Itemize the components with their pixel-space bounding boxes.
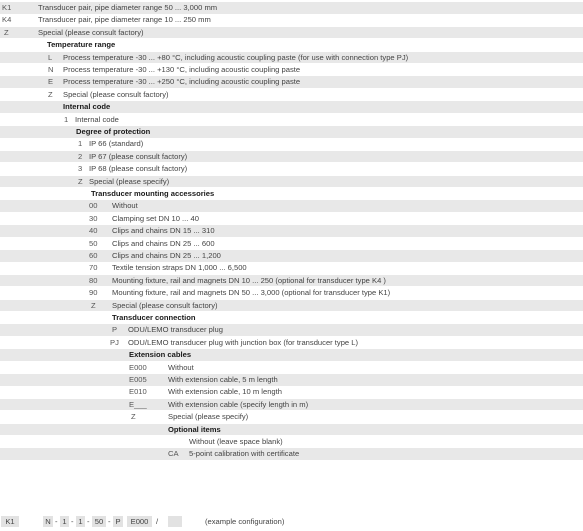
- option-description: Mounting fixture, rail and magnets DN 10 ... 250 (optional for transducer type K4 ): [112, 275, 386, 285]
- code-row: [0, 213, 583, 225]
- option-code: E010: [129, 387, 147, 397]
- code-row: [0, 238, 583, 250]
- option-description: Mounting fixture, rail and magnets DN 50 ... 3,000 (optional for transducer type K1): [112, 288, 391, 298]
- option-description: ODU/LEMO transducer plug with junction box (for transducer type L): [128, 337, 359, 347]
- option-description: Clips and chains DN 15 ... 310: [112, 226, 215, 236]
- example-code-blank: [168, 516, 182, 527]
- option-code: 1: [78, 139, 83, 149]
- section-heading: [0, 349, 583, 361]
- option-description: Special (please consult factory): [63, 89, 169, 99]
- option-code: 2: [78, 151, 83, 161]
- code-row: [0, 436, 583, 448]
- section-heading: [0, 312, 583, 324]
- option-code: PJ: [110, 337, 119, 347]
- option-description: With extension cable, 10 m length: [168, 387, 282, 397]
- option-description: ODU/LEMO transducer plug: [128, 325, 223, 335]
- option-description: Process temperature -30 ... +130 °C, including acoustic coupling paste: [63, 65, 301, 74]
- option-code: Z: [4, 27, 9, 37]
- section-heading: [0, 188, 583, 200]
- option-description: Process temperature -30 ... +250 °C, including acoustic coupling paste: [63, 77, 301, 87]
- option-code: 80: [89, 275, 98, 285]
- option-description: 5-point calibration with certificate: [189, 449, 300, 459]
- option-description: Special (please consult factory): [112, 300, 218, 310]
- option-code: 00: [89, 201, 98, 211]
- section-title: Temperature range: [47, 40, 116, 50]
- code-row: [0, 163, 583, 175]
- option-description: Special (please consult factory): [38, 27, 144, 37]
- option-code: Z: [78, 176, 83, 186]
- code-row: [0, 89, 583, 101]
- section-title: Transducer connection: [112, 313, 196, 322]
- code-row: [0, 275, 583, 287]
- example-code-50: 50: [92, 516, 106, 527]
- option-code: K4: [2, 15, 12, 25]
- option-code: E___: [129, 399, 147, 409]
- example-configuration: [0, 516, 583, 528]
- option-description: With extension cable (specify length in m): [168, 399, 309, 409]
- code-row: [0, 14, 583, 26]
- example-caption: (example configuration): [205, 517, 285, 526]
- code-row: [0, 138, 583, 150]
- option-code: 40: [89, 226, 98, 236]
- code-row: [0, 2, 583, 14]
- option-description: With extension cable, 5 m length: [168, 375, 278, 384]
- code-row: [0, 151, 583, 163]
- option-code: E: [48, 77, 54, 87]
- option-description: Internal code: [75, 114, 119, 124]
- option-description: Special (please specify): [168, 412, 249, 422]
- section-heading: [0, 126, 583, 138]
- code-row: [0, 114, 583, 126]
- code-row: [0, 362, 583, 374]
- section-title: Extension cables: [129, 350, 192, 360]
- option-code: E000: [129, 362, 147, 372]
- option-code: Z: [131, 412, 136, 422]
- section-title: Internal code: [63, 102, 111, 112]
- example-separator: -: [55, 517, 58, 526]
- option-description: IP 66 (standard): [89, 139, 144, 149]
- example-code-k1: K1: [1, 516, 19, 527]
- code-row: [0, 76, 583, 88]
- option-code: N: [48, 65, 54, 74]
- example-code-p: P: [113, 516, 123, 527]
- section-title: Transducer mounting accessories: [91, 189, 215, 198]
- option-description: Special (please specify): [89, 176, 170, 186]
- option-code: E005: [129, 375, 147, 384]
- option-description: Without (leave space blank): [189, 437, 283, 446]
- code-row: [0, 374, 583, 386]
- option-code: L: [48, 52, 53, 62]
- code-row: [0, 287, 583, 299]
- option-description: IP 68 (please consult factory): [89, 164, 188, 174]
- section-title: Degree of protection: [76, 127, 151, 136]
- option-description: Clips and chains DN 25 ... 600: [112, 238, 215, 248]
- code-row: [0, 64, 583, 76]
- option-description: Clips and chains DN 25 ... 1,200: [112, 251, 221, 260]
- option-code: 50: [89, 238, 98, 248]
- code-row: [0, 411, 583, 423]
- example-separator: -: [108, 517, 111, 526]
- code-row: [0, 262, 583, 274]
- example-code-e000: E000: [127, 516, 152, 527]
- option-code: Z: [48, 89, 53, 99]
- option-description: Process temperature -30 ... +80 °C, including acoustic coupling paste (for use with connection type PJ): [63, 52, 409, 62]
- option-description: Transducer pair, pipe diameter range 10 ... 250 mm: [38, 15, 211, 25]
- example-code-1b: 1: [76, 516, 85, 527]
- option-description: Transducer pair, pipe diameter range 50 ... 3,000 mm: [38, 3, 218, 12]
- option-code: P: [112, 325, 118, 335]
- option-code: 90: [89, 288, 98, 298]
- option-code: 60: [89, 251, 98, 260]
- option-description: Clamping set DN 10 ... 40: [112, 213, 199, 223]
- code-row: [0, 337, 583, 349]
- option-description: IP 67 (please consult factory): [89, 151, 188, 161]
- option-description: Textile tension straps DN 1,000 ... 6,500: [112, 263, 247, 273]
- option-code: 3: [78, 164, 83, 174]
- example-separator: -: [71, 517, 74, 526]
- option-description: Without: [168, 362, 194, 372]
- section-heading: [0, 39, 583, 51]
- option-code: 1: [64, 114, 69, 124]
- section-heading: [0, 101, 583, 113]
- option-code: 30: [89, 213, 98, 223]
- code-row: [0, 448, 583, 460]
- code-row: [0, 52, 583, 64]
- option-code: CA: [168, 449, 179, 459]
- code-row: [0, 399, 583, 411]
- section-title: Optional items: [168, 424, 221, 434]
- example-code-n: N: [43, 516, 53, 527]
- code-row: [0, 225, 583, 237]
- option-code: 70: [89, 263, 98, 273]
- option-code: K1: [2, 3, 12, 12]
- example-code-1a: 1: [60, 516, 69, 527]
- code-row: [0, 27, 583, 39]
- code-row: [0, 386, 583, 398]
- code-row: [0, 176, 583, 188]
- example-separator: -: [87, 517, 90, 526]
- option-code: Z: [91, 300, 96, 310]
- section-heading: [0, 424, 583, 436]
- code-row: [0, 324, 583, 336]
- example-slash: /: [156, 517, 159, 526]
- code-row: [0, 300, 583, 312]
- code-row: [0, 250, 583, 262]
- option-description: Without: [112, 201, 138, 211]
- code-row: [0, 200, 583, 212]
